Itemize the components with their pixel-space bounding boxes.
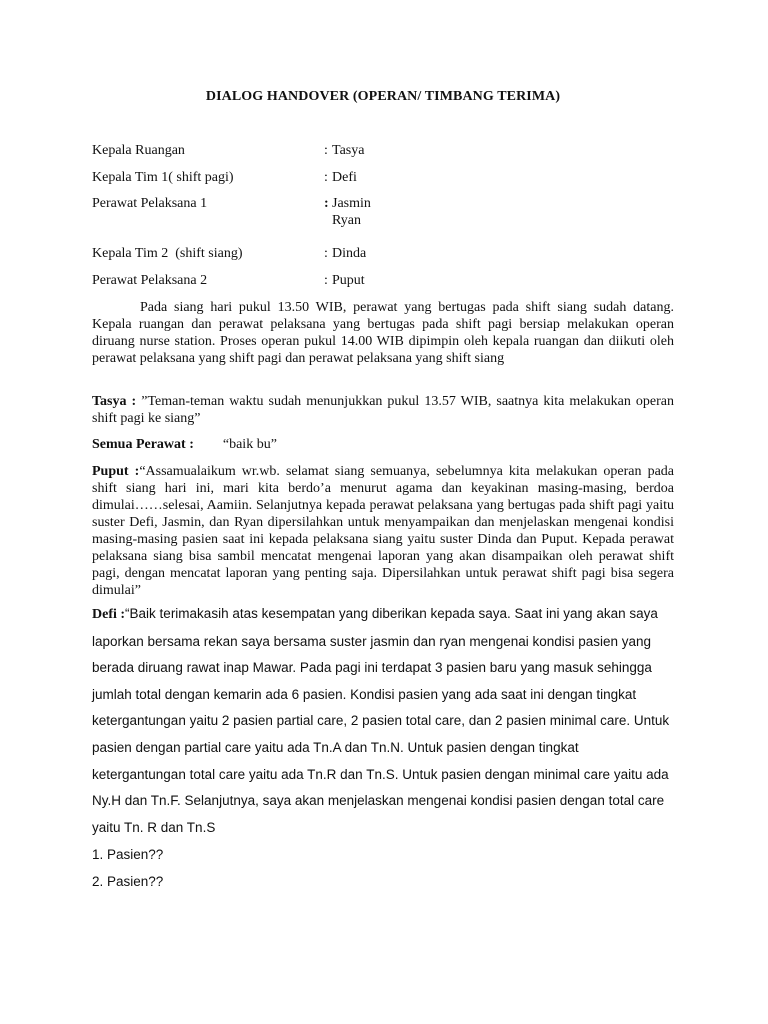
dialog-defi [92, 601, 674, 841]
role-value-second: Ryan [332, 213, 361, 228]
role-value: Defi [332, 170, 357, 185]
role-row-kepala-tim-2 [92, 244, 674, 264]
role-colon: : [324, 143, 328, 158]
role-value: Puput [332, 273, 365, 288]
role-colon: : [324, 273, 328, 288]
role-row-perawat-pelaksana-2 [92, 271, 674, 291]
speaker-puput: Puput : [92, 464, 140, 479]
role-value: Dinda [332, 246, 367, 261]
role-row-perawat-pelaksana-1 [92, 194, 674, 228]
dialog-tasya [92, 393, 674, 427]
role-label: Perawat Pelaksana 1 [92, 196, 208, 211]
role-label: Kepala Ruangan [92, 143, 185, 158]
speaker-semua-perawat: Semua Perawat : [92, 437, 194, 452]
dialog-puput [92, 463, 674, 599]
role-label: Kepala Tim 2 (shift siang) [92, 246, 243, 261]
document-page [92, 0, 674, 1024]
role-colon: : [324, 170, 328, 185]
role-colon: : [324, 196, 329, 211]
role-colon: : [324, 246, 328, 261]
role-row-kepala-ruangan [92, 141, 674, 161]
dialog-text-semua-perawat: “baik bu” [222, 437, 277, 452]
role-label: Perawat Pelaksana 2 [92, 273, 208, 288]
dialog-text-defi: “Baik terimakasih atas kesempatan yang diberikan kepada saya. Saat ini yang akan saya laporkan bersama rekan saya bersama suster jasmin dan ryan mengenai kondisi pasien yang berada diruang rawat inap Mawar. Pada pagi ini terdapat 3 pasien baru yang masuk sehingga jumlah total dengan kemarin ada 6 pasien. Kondisi pasien yang ada saat ini dengan tingkat ketergantungan yaitu 2 pasien partial care, 2 pasien total care, dan 2 pasien minimal care. Untuk pasien dengan partial care yaitu ada Tn.A dan Tn.N. Untuk pasien dengan tingkat ketergantungan total care yaitu ada Tn.R dan Tn.S. Untuk pasien dengan minimal care yaitu ada Ny.H dan Tn.F. Selanjutnya, saya akan menjelaskan mengenai kondisi pasien dengan total care yaitu Tn. R dan Tn.S [92, 606, 670, 835]
intro-text: Pada siang hari pukul 13.50 WIB, perawat yang bertugas pada shift siang sudah datang. Kepala ruangan dan perawat pelaksana yang bertugas pada shift pagi bersiap melakukan operan diruang nurse station. Proses operan pukul 14.00 WIB dipimpin oleh kepala ruangan dan diikuti oleh perawat pelaksana yang shift pagi dan perawat pelaksana yang shift siang [92, 300, 674, 366]
speaker-tasya: Tasya : [92, 394, 137, 409]
document-title: DIALOG HANDOVER (OPERAN/ TIMBANG TERIMA) [205, 89, 561, 104]
list-item: 1. Pasien?? [92, 847, 164, 862]
list-item: 2. Pasien?? [92, 874, 164, 889]
speaker-defi: Defi : [92, 607, 126, 622]
role-value: Jasmin [332, 196, 371, 211]
role-row-kepala-tim-1 [92, 168, 674, 188]
intro-paragraph [92, 299, 674, 367]
dialog-text-tasya: ”Teman-teman waktu sudah menunjukkan pukul 13.57 WIB, saatnya kita melakukan operan shift pagi ke siang” [92, 394, 674, 426]
dialog-text-puput: “Assamualaikum wr.wb. selamat siang semuanya, sebelumnya kita melakukan operan pada shift siang hari ini, mari kita berdo’a menurut agama dan keyakinan masing-masing, berdoa dimulai……selesai, Aamiin. Selanjutnya kepada perawat pelaksana yang bertugas pada shift pagi yaitu suster Defi, Jasmin, dan Ryan dipersilahkan untuk menyampaikan dan menjelaskan mengenai kondisi masing-masing pasien saat ini kepada pelaksana siang yaitu suster Dinda dan Puput. Kepada perawat pelaksana siang bisa sambil mencatat mengenai laporan yang akan disampaikan oleh perawat shift pagi, dengan mencatat laporan yang penting saja. Dipersilahkan untuk perawat shift pagi bisa segera dimulai” [92, 464, 675, 598]
role-label: Kepala Tim 1( shift pagi) [92, 170, 234, 185]
dialog-semua-perawat [92, 436, 674, 453]
role-value: Tasya [332, 143, 365, 158]
